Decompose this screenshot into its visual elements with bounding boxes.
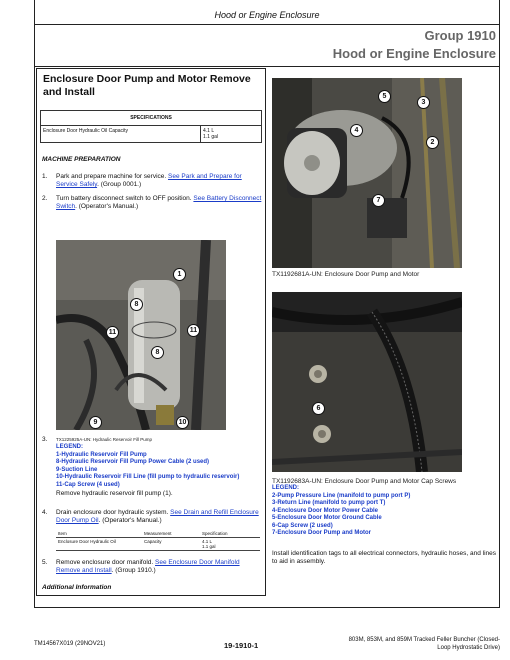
legend-item: 4-Enclosure Door Motor Power Cable: [272, 507, 379, 514]
footer-machine-line2: Loop Hydrostatic Drive): [437, 645, 500, 651]
step-5-text: Remove enclosure door manifold.: [56, 559, 154, 566]
install-note: Install identification tags to all electrical connectors, hydraulic hoses, and lines to aid in assembly.: [272, 550, 497, 565]
col-measurement: Measurement: [142, 530, 200, 538]
legend-item: 6-Cap Screw (2 used): [272, 522, 333, 529]
legend-title: LEGEND:: [56, 444, 83, 450]
figure2-caption: TX1192681A-UN: Enclosure Door Pump and Motor: [272, 271, 420, 278]
step-text: [56, 559, 264, 575]
col-item: Item: [56, 530, 142, 538]
step-number: 5.: [42, 559, 48, 566]
callout-10: 10: [176, 416, 189, 429]
battery-disconnect-link[interactable]: See Battery Disconnect Switch: [56, 195, 262, 210]
step-5-ref: . (Group 1910.): [111, 567, 156, 574]
step-4-text: Drain enclosure door hydraulic system.: [56, 509, 169, 516]
callout-4: 4: [350, 124, 363, 137]
step-2-ref: . (Operator's Manual.): [75, 203, 139, 210]
header-rule-lower: [34, 66, 500, 67]
callout-3: 3: [417, 96, 430, 109]
callout-8-lower: 8: [151, 346, 164, 359]
specifications-table: [40, 110, 262, 143]
step-text: [56, 509, 264, 525]
cap-screws-photo: [272, 292, 462, 472]
callout-11-right: 11: [187, 324, 200, 337]
park-prepare-link[interactable]: See Park and Prepare for Service Safely: [56, 173, 242, 188]
callout-1: 1: [173, 268, 186, 281]
section-title-line1: Enclosure Door Pump and Motor Remove: [43, 73, 251, 85]
row-item: Enclosure Door Hydraulic Oil: [56, 538, 142, 551]
col-spec: Specification: [200, 530, 260, 538]
step-text: [56, 173, 264, 189]
legend-pump-motor: [272, 485, 496, 538]
capacity-table: [56, 530, 260, 551]
step-number: 4.: [42, 509, 48, 516]
legend-item: 8-Hydraulic Reservoir Fill Pump Power Cable (2 used): [56, 459, 210, 465]
figure3-caption: TX1192683A-UN: Enclosure Door Pump and Motor Cap Screws: [272, 478, 457, 485]
legend-item: 5-Enclosure Door Motor Ground Cable: [272, 515, 382, 521]
row-values: [200, 538, 260, 551]
legend-item: 7-Enclosure Door Pump and Motor: [272, 530, 372, 536]
specifications-heading: SPECIFICATIONS: [41, 111, 262, 126]
row-measurement: Capacity: [142, 538, 200, 551]
callout-8: 8: [130, 298, 143, 311]
pump-motor-photo: [272, 78, 462, 268]
cap-screws-illustration: [272, 292, 462, 472]
group-title: Hood or Engine Enclosure: [332, 46, 496, 61]
row-value-2: 1.1 gal: [202, 544, 216, 549]
callout-5: 5: [378, 90, 391, 103]
legend-item: 9-Suction Line: [56, 466, 98, 473]
drain-refill-link[interactable]: See Drain and Refill Enclosure Door Pump Oil: [56, 509, 259, 524]
spec-values: [201, 126, 262, 143]
fill-pump-illustration: [56, 240, 226, 430]
callout-6: 6: [312, 402, 325, 415]
step-2-text: Turn battery disconnect switch to OFF position.: [56, 195, 192, 202]
legend-item: 3-Return Line (manifold to pump port T): [272, 500, 386, 506]
step-number: 3.: [42, 436, 48, 443]
row-value-1: 4.1 L: [202, 539, 213, 544]
callout-9: 9: [89, 416, 102, 429]
additional-info-heading: Additional Information: [42, 584, 112, 591]
header-rule: [34, 24, 500, 25]
callout-2: 2: [426, 136, 439, 149]
footer-doc-id: TM14567X019 (29NOV21): [34, 641, 106, 647]
footer-page-number: 19-1910-1: [224, 641, 259, 650]
legend-item: 11-Cap Screw (4 used): [56, 481, 120, 488]
legend-item: 2-Pump Pressure Line (manifold to pump port P): [272, 492, 411, 499]
group-number: Group 1910: [424, 28, 496, 43]
step-3-text: Remove hydraulic reservoir fill pump (1).: [56, 490, 173, 497]
legend-fill-pump: [56, 444, 266, 498]
running-title: Hood or Engine Enclosure: [214, 10, 320, 20]
spec-item: Enclosure Door Hydraulic Oil Capacity: [41, 126, 201, 143]
callout-7: 7: [372, 194, 385, 207]
footer-machine-title: [318, 636, 500, 652]
legend-title: LEGEND:: [272, 485, 299, 491]
step-number: 2.: [42, 195, 48, 202]
manifold-link[interactable]: See Enclosure Door Manifold Remove and Install: [56, 559, 240, 574]
callout-11-left: 11: [106, 326, 119, 339]
step-text: [56, 195, 264, 211]
legend-item: 10-Hydraulic Reservoir Fill Line (fill pump to hydraulic reservoir): [56, 474, 240, 480]
machine-prep-heading: MACHINE PREPARATION: [42, 156, 121, 163]
figure1-caption: TX1225925A-UN: Hydraulic Reservoir Fill Pump: [56, 437, 153, 442]
footer-machine-line1: 803M, 853M, and 859M Tracked Feller Buncher (Closed-: [348, 637, 500, 643]
step-1-ref: . (Group 0001.): [97, 181, 142, 188]
step-1-text: Park and prepare machine for service.: [56, 173, 167, 180]
fill-pump-photo: [56, 240, 226, 430]
step-4-ref: . (Operator's Manual.): [98, 517, 162, 524]
legend-item: 1-Hydraulic Reservoir Fill Pump: [56, 451, 147, 458]
spec-value-1: 4.1 L: [203, 128, 215, 134]
step-number: 1.: [42, 173, 48, 180]
section-title: [43, 73, 265, 99]
spec-value-2: 1.1 gal: [203, 134, 219, 140]
pump-motor-illustration: [272, 78, 462, 268]
section-title-line2: and Install: [43, 86, 95, 98]
